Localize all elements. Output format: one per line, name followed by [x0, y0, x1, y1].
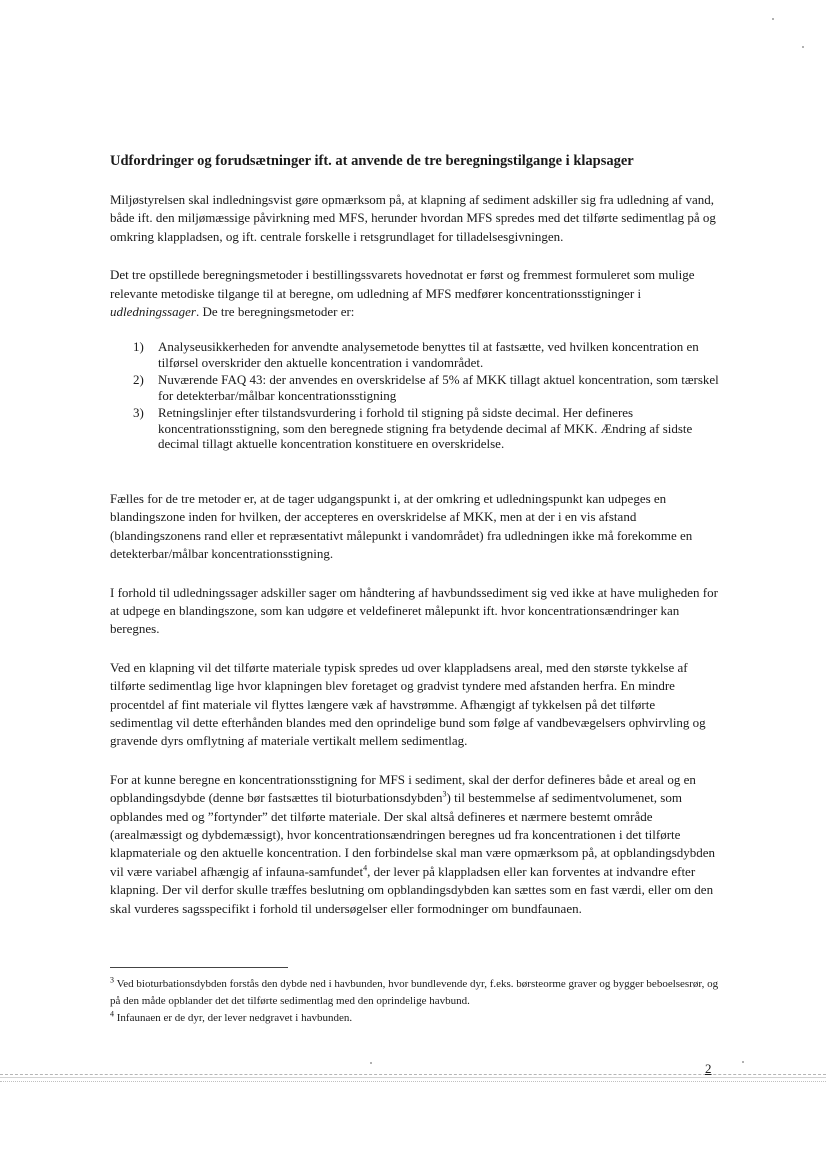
footnote-ref[interactable]: 3: [442, 789, 447, 799]
italic-term: udledningssager: [110, 304, 196, 320]
scan-artifact-line: [0, 1074, 826, 1075]
paragraph-dumping-spread: Ved en klapning vil det tilførte materiale typisk spredes ud over klappladsens areal, med den største tykkelse af tilførte sedimentlag lige hvor klapningen blev foretaget og gradvist tyndere med afstanden herfra. En mindre procentdel af fint materiale vil flyttes længere væk af havstrømme. Afhængigt af tykkelsen på det tilførte sedimentlag vil dette efterhånden blandes med den oprindelige bund som følge af vandbevægelsers ophvirvling og gravende dyrs omflytning af materiale vertikalt mellem sedimentlag.: [110, 659, 706, 749]
list-item-text: Nuværende FAQ 43: der anvendes en overskridelse af 5% af MKK tillagt aktuel koncentration, som tærskel for detekterbar/målbar koncentrationsstigning: [158, 372, 719, 403]
footnotes: [110, 976, 722, 1027]
footnote-number: 3: [110, 975, 114, 985]
paragraph-intro: Miljøstyrelsen skal indledningsvist gøre opmærksom på, at klapning af sediment adskiller sig fra udledning af vand, både ift. den miljømæssige påvirkning med MFS, herunder hvordan MFS spredes med det tilførte sedimentlag på og omkring klappladsen, og ift. centrale forskelle i retsgrundlaget for tilladelsesgivningen.: [110, 192, 716, 244]
paragraph-text: Det tre opstillede beregningsmetoder i bestillingssvarets hovednotat er først og fremmest formuleret som mulige relevante metodiske tilgange til at beregne, om udledning af MFS medfører koncentrationsstigninger i: [110, 267, 695, 301]
list-item: [110, 372, 720, 403]
footnote-separator: [110, 967, 288, 968]
section-heading: Udfordringer og forudsætninger ift. at anvende de tre beregningstilgange i klapsager: [110, 153, 634, 169]
paragraph-methods-intro: [110, 266, 720, 321]
page-footer: [0, 1061, 826, 1098]
list-item: [110, 339, 720, 370]
document-body: [110, 152, 720, 938]
paragraph-common-basis: Fælles for de tre metoder er, at de tager udgangspunkt i, at der omkring et udledningspunkt kan udpeges en blandingszone inden for hvilken, der accepteres en overskridelse af MKK, men at der i en vis afstand (blandingszonens rand eller et repræsentativt målepunkt i vandområdet) fra udledningen ikke må forekomme en detekterbar/målbar koncentrationsstigning.: [110, 490, 693, 562]
paragraph-text: , der lever på klappladsen eller kan forventes at indvandre efter klapning. Der vil derfor skulle træffes beslutning om opblandingsdybden kan sættes som en fast værdi, eller om den skal vurderes sagsspecifikt i forhold til undersøgelser eller formodninger om bundfaunaen.: [110, 863, 714, 916]
scan-speck: [370, 1062, 372, 1064]
methods-list: [110, 339, 720, 452]
list-item-text: Retningslinjer efter tilstandsvurdering i forhold til stigning på sidste decimal. Her defineres koncentrationsstigning, som den beregnede stigning fra betydende decimal af MKK. Ændring af sidste decimal tillagt aktuelle koncentration konstituere en overskridelse.: [158, 405, 693, 452]
footnote-ref[interactable]: 4: [363, 863, 368, 873]
footnote: [110, 1010, 722, 1027]
paragraph-mixing-zone: I forhold til udledningssager adskiller sager om håndtering af havbundssediment sig ved ikke at have muligheden for at udpege en blandingszone, som kan udgøre et veldefineret målepunkt ift. hvor koncentrationsændringer kan beregnes.: [110, 584, 718, 637]
paragraph-text: . De tre beregningsmetoder er:: [195, 304, 355, 320]
list-number: 3): [133, 405, 144, 421]
page-number: 2: [705, 1061, 712, 1076]
list-number: 2): [133, 372, 144, 388]
footnote-text: Ved bioturbationsdybden forstås den dybde ned i havbunden, hvor bundlevende dyr, f.eks. børsteorme graver og bygger beboelsesrør, og på den måde opblander det det tilførte sedimentlag med den oprindelige havbund.: [110, 978, 719, 1007]
list-item-text: Analyseusikkerheden for anvendte analysemetode benyttes til at fastsætte, ved hvilken koncentration en tilførsel overskrider den aktuelle koncentration i vandområdet.: [158, 339, 699, 370]
footnote-text: Infaunaen er de dyr, der lever nedgravet i havbunden.: [116, 1012, 353, 1024]
footnote: [110, 976, 722, 1010]
scan-speck: [772, 18, 774, 20]
paragraph-text: ) til bestemmelse af sedimentvolumenet, som opblandes med og ”fortynder” det tilførte materiale. Der skal altså defineres et nærmere bestemt område (arealmæssigt og dybdemæssigt), hvor koncentrationsændringen beregnes ud fra koncentrationen i det tilførte klapmateriale og den aktuelle koncentration. I den forbindelse skal man være opmærksom på, at opblandingsdybden vil være variabel afhængig af infauna-samfundet: [110, 790, 716, 879]
scan-artifact-line: [0, 1081, 826, 1082]
list-number: 1): [133, 339, 144, 355]
paragraph-text: For at kunne beregne en koncentrationsstigning for MFS i sediment, skal der derfor defineres både et areal og en opblandingsdybde (denne bør fastsættes til bioturbationsdybden: [110, 771, 696, 806]
scan-speck: [802, 46, 804, 48]
footnote-number: 4: [110, 1009, 114, 1019]
list-item: [110, 405, 720, 452]
scan-speck: [742, 1061, 744, 1063]
scan-artifact-line: [0, 1077, 826, 1078]
paragraph-concentration-calc: [110, 771, 720, 918]
